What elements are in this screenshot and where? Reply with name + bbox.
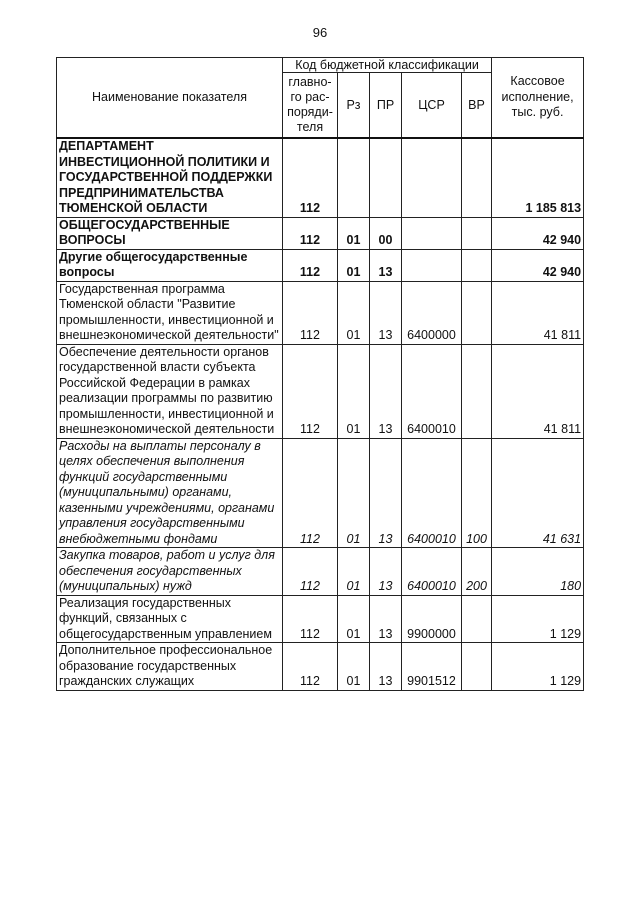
header-classification-group: Код бюджетной классификации bbox=[283, 58, 492, 73]
row-pr: 00 bbox=[370, 217, 402, 249]
row-name: Обеспечение деятельности органов государственной власти субъекта Российской Федерации в рамках реализации программы по развитию промышленности, инвестиционной и внешнеэкономической деятельности bbox=[57, 344, 283, 438]
row-rz: 01 bbox=[338, 438, 370, 548]
row-rz: 01 bbox=[338, 281, 370, 344]
header-amount-line: исполнение, bbox=[501, 89, 574, 104]
table-row bbox=[57, 548, 584, 596]
row-pr: 13 bbox=[370, 344, 402, 438]
header-vr-column: ВР bbox=[462, 73, 492, 139]
row-amount: 1 129 bbox=[492, 643, 584, 691]
row-name: Закупка товаров, работ и услуг для обеспечения государственных (муниципальных) нужд bbox=[57, 548, 283, 596]
page-number: 96 bbox=[312, 25, 328, 40]
table-body bbox=[57, 138, 584, 690]
row-manager: 112 bbox=[283, 595, 338, 643]
row-pr: 13 bbox=[370, 438, 402, 548]
row-amount: 1 129 bbox=[492, 595, 584, 643]
row-manager: 112 bbox=[283, 217, 338, 249]
row-amount: 42 940 bbox=[492, 217, 584, 249]
row-amount: 180 bbox=[492, 548, 584, 596]
row-pr: 13 bbox=[370, 643, 402, 691]
row-vr bbox=[462, 281, 492, 344]
header-amount-line: тыс. руб. bbox=[511, 105, 564, 120]
table-row bbox=[57, 595, 584, 643]
table-row bbox=[57, 438, 584, 548]
row-name: Реализация государственных функций, связанных с общегосударственным управлением bbox=[57, 595, 283, 643]
row-name: Расходы на выплаты персоналу в целях обеспечения выполнения функций государственными (муниципальными) органами, казенными учреждениями, органами управления государственными внебюджетными фондами bbox=[57, 438, 283, 548]
row-vr bbox=[462, 595, 492, 643]
row-vr: 100 bbox=[462, 438, 492, 548]
row-csr: 6400010 bbox=[402, 438, 462, 548]
row-vr: 200 bbox=[462, 548, 492, 596]
row-manager: 112 bbox=[283, 548, 338, 596]
row-pr: 13 bbox=[370, 595, 402, 643]
row-amount: 41 811 bbox=[492, 344, 584, 438]
header-csr-column: ЦСР bbox=[402, 73, 462, 139]
row-pr: 13 bbox=[370, 281, 402, 344]
row-rz: 01 bbox=[338, 344, 370, 438]
row-amount: 42 940 bbox=[492, 249, 584, 281]
header-pr-column: ПР bbox=[370, 73, 402, 139]
table-row bbox=[57, 281, 584, 344]
table-row bbox=[57, 217, 584, 249]
row-vr bbox=[462, 344, 492, 438]
row-rz: 01 bbox=[338, 643, 370, 691]
row-pr: 13 bbox=[370, 548, 402, 596]
table-row bbox=[57, 138, 584, 217]
header-rz-column: Рз bbox=[338, 73, 370, 139]
row-manager: 112 bbox=[283, 249, 338, 281]
header-manager-line: го рас- bbox=[290, 90, 330, 104]
row-vr bbox=[462, 138, 492, 217]
row-manager: 112 bbox=[283, 344, 338, 438]
row-csr: 9900000 bbox=[402, 595, 462, 643]
row-amount: 41 631 bbox=[492, 438, 584, 548]
header-manager-line: поряди- bbox=[287, 105, 333, 119]
row-vr bbox=[462, 643, 492, 691]
row-csr: 9901512 bbox=[402, 643, 462, 691]
row-pr: 13 bbox=[370, 249, 402, 281]
row-name: Государственная программа Тюменской области "Развитие промышленности, инвестиционной и внешнеэкономической деятельности" bbox=[57, 281, 283, 344]
row-pr bbox=[370, 138, 402, 217]
header-name-column: Наименование показателя bbox=[57, 58, 283, 139]
budget-execution-table bbox=[56, 57, 584, 691]
row-csr: 6400010 bbox=[402, 548, 462, 596]
header-manager-line: теля bbox=[296, 120, 324, 134]
table-header bbox=[57, 58, 584, 139]
row-manager: 112 bbox=[283, 438, 338, 548]
row-amount: 1 185 813 bbox=[492, 138, 584, 217]
row-rz: 01 bbox=[338, 217, 370, 249]
row-csr: 6400010 bbox=[402, 344, 462, 438]
row-manager: 112 bbox=[283, 281, 338, 344]
row-rz: 01 bbox=[338, 249, 370, 281]
header-amount-column bbox=[492, 58, 584, 139]
row-vr bbox=[462, 249, 492, 281]
row-csr bbox=[402, 217, 462, 249]
row-csr bbox=[402, 138, 462, 217]
row-csr bbox=[402, 249, 462, 281]
header-amount-line: Кассовое bbox=[510, 74, 565, 89]
row-amount: 41 811 bbox=[492, 281, 584, 344]
table-row bbox=[57, 643, 584, 691]
row-manager: 112 bbox=[283, 138, 338, 217]
header-manager-column bbox=[283, 73, 338, 139]
row-vr bbox=[462, 217, 492, 249]
header-manager-line: главно- bbox=[288, 75, 332, 89]
row-name: ДЕПАРТАМЕНТ ИНВЕСТИЦИОННОЙ ПОЛИТИКИ И ГОСУДАРСТВЕННОЙ ПОДДЕРЖКИ ПРЕДПРИНИМАТЕЛЬСТВА ТЮМЕНСКОЙ ОБЛАСТИ bbox=[57, 138, 283, 217]
table-row bbox=[57, 344, 584, 438]
row-rz: 01 bbox=[338, 548, 370, 596]
row-manager: 112 bbox=[283, 643, 338, 691]
row-name: Другие общегосударственные вопросы bbox=[57, 249, 283, 281]
row-rz: 01 bbox=[338, 595, 370, 643]
row-name: Дополнительное профессиональное образование государственных гражданских служащих bbox=[57, 643, 283, 691]
row-name: ОБЩЕГОСУДАРСТВЕННЫЕ ВОПРОСЫ bbox=[57, 217, 283, 249]
row-rz bbox=[338, 138, 370, 217]
table-row bbox=[57, 249, 584, 281]
row-csr: 6400000 bbox=[402, 281, 462, 344]
